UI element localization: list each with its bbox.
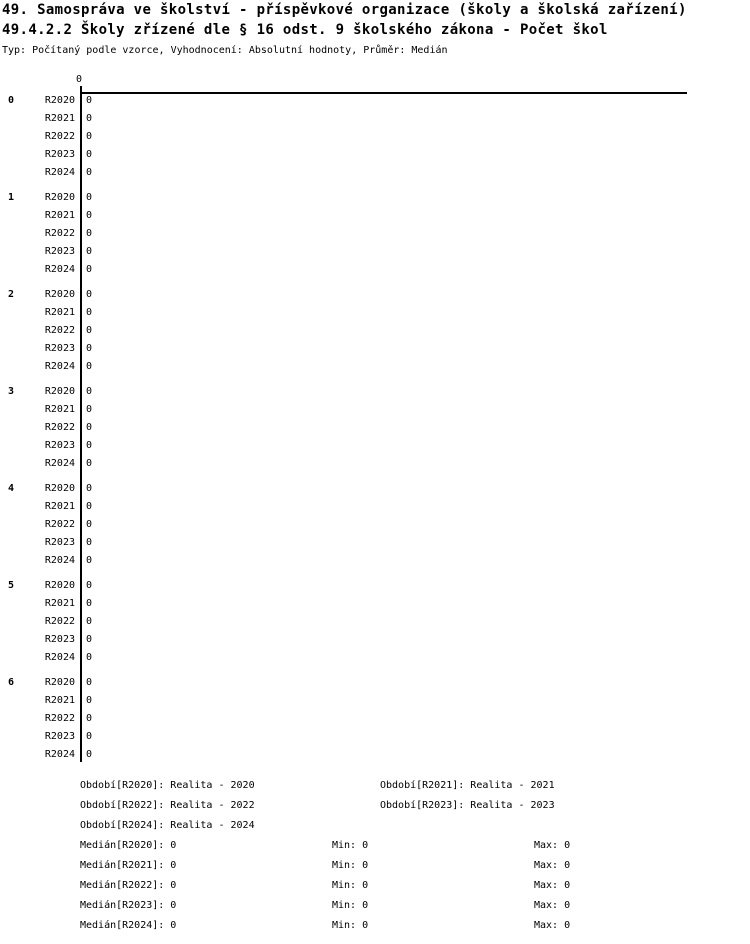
bar-row	[0, 692, 750, 710]
report-subtitle: Typ: Počítaný podle vzorce, Vyhodnocení: Absolutní hodnoty, Průměr: Medián	[2, 45, 448, 56]
min-label: Min:	[332, 900, 357, 911]
bar-value-label: 0	[86, 131, 93, 142]
bar-group	[0, 189, 750, 279]
series-label: R2024	[44, 264, 75, 275]
series-label: R2024	[44, 167, 75, 178]
median-value: 0	[170, 880, 177, 891]
stat-row	[80, 896, 570, 916]
bar-group	[0, 480, 750, 570]
bar-value-label: 0	[86, 343, 93, 354]
bar-row	[0, 128, 750, 146]
max-cell	[534, 876, 570, 896]
bar-value-label: 0	[86, 501, 93, 512]
legend-label: Období[R2024]:	[80, 820, 165, 831]
bar-row	[0, 437, 750, 455]
group-label: 1	[8, 192, 15, 203]
bar-value-label: 0	[86, 634, 93, 645]
bar-row	[0, 728, 750, 746]
bar-row	[0, 534, 750, 552]
median-cell	[80, 916, 332, 936]
bar-value-label: 0	[86, 192, 93, 203]
series-label: R2024	[44, 652, 75, 663]
bar-row	[0, 746, 750, 764]
stat-row	[80, 876, 570, 896]
bar-value-label: 0	[86, 440, 93, 451]
bar-value-label: 0	[86, 713, 93, 724]
max-label: Max:	[534, 880, 559, 891]
max-value: 0	[564, 860, 571, 871]
max-value: 0	[564, 920, 571, 931]
max-label: Max:	[534, 840, 559, 851]
median-label: Medián[R2022]:	[80, 880, 165, 891]
series-label: R2021	[44, 501, 75, 512]
min-cell	[332, 836, 534, 856]
legend-label: Období[R2021]:	[380, 780, 465, 791]
legend-item	[80, 776, 380, 796]
median-cell	[80, 856, 332, 876]
series-label: R2023	[44, 731, 75, 742]
max-label: Max:	[534, 860, 559, 871]
bar-row	[0, 383, 750, 401]
bar-value-label: 0	[86, 210, 93, 221]
legend-value: Realita - 2021	[470, 780, 555, 791]
value-axis-tick-label: 0	[75, 74, 83, 85]
median-cell	[80, 876, 332, 896]
bar-row	[0, 419, 750, 437]
bar-row	[0, 243, 750, 261]
max-label: Max:	[534, 900, 559, 911]
series-label: R2024	[44, 361, 75, 372]
bar-row	[0, 710, 750, 728]
report-title-line1: 49. Samospráva ve školství - příspěvkové organizace (školy a školská zařízení)	[2, 2, 687, 18]
bar-value-label: 0	[86, 95, 93, 106]
min-value: 0	[362, 920, 369, 931]
series-label: R2024	[44, 458, 75, 469]
series-label: R2021	[44, 404, 75, 415]
min-label: Min:	[332, 920, 357, 931]
bar-value-label: 0	[86, 113, 93, 124]
bar-row	[0, 552, 750, 570]
bar-value-label: 0	[86, 289, 93, 300]
legend-item	[80, 796, 380, 816]
bar-group	[0, 286, 750, 376]
series-label: R2024	[44, 555, 75, 566]
max-cell	[534, 896, 570, 916]
median-label: Medián[R2021]:	[80, 860, 165, 871]
series-label: R2022	[44, 325, 75, 336]
chart-rows	[0, 92, 750, 764]
min-value: 0	[362, 900, 369, 911]
bar-row	[0, 146, 750, 164]
legend-item	[380, 796, 555, 816]
bar-value-label: 0	[86, 422, 93, 433]
bar-row	[0, 110, 750, 128]
legend-label: Období[R2022]:	[80, 800, 165, 811]
min-label: Min:	[332, 840, 357, 851]
median-value: 0	[170, 900, 177, 911]
report-title-line2: 49.4.2.2 Školy zřízené dle § 16 odst. 9 školského zákona - Počet škol	[2, 22, 608, 38]
min-cell	[332, 896, 534, 916]
bar-value-label: 0	[86, 731, 93, 742]
series-label: R2020	[44, 580, 75, 591]
series-label: R2021	[44, 307, 75, 318]
series-label: R2020	[44, 192, 75, 203]
stats-block	[80, 836, 570, 936]
series-label: R2023	[44, 246, 75, 257]
bar-value-label: 0	[86, 483, 93, 494]
bar-row	[0, 286, 750, 304]
max-label: Max:	[534, 920, 559, 931]
series-label: R2023	[44, 634, 75, 645]
bar-row	[0, 613, 750, 631]
group-label: 0	[8, 95, 15, 106]
bar-value-label: 0	[86, 677, 93, 688]
bar-row	[0, 401, 750, 419]
max-cell	[534, 856, 570, 876]
series-label: R2020	[44, 289, 75, 300]
series-label: R2022	[44, 616, 75, 627]
median-value: 0	[170, 920, 177, 931]
stat-row	[80, 836, 570, 856]
bar-row	[0, 189, 750, 207]
series-label: R2022	[44, 519, 75, 530]
series-label: R2023	[44, 440, 75, 451]
max-value: 0	[564, 900, 571, 911]
series-label: R2021	[44, 598, 75, 609]
bar-value-label: 0	[86, 264, 93, 275]
legend-value: Realita - 2020	[170, 780, 255, 791]
group-label: 2	[8, 289, 15, 300]
group-label: 5	[8, 580, 15, 591]
bar-row	[0, 358, 750, 376]
series-label: R2023	[44, 537, 75, 548]
legend-label: Období[R2020]:	[80, 780, 165, 791]
bar-row	[0, 649, 750, 667]
min-cell	[332, 916, 534, 936]
bar-row	[0, 92, 750, 110]
series-label: R2023	[44, 149, 75, 160]
max-value: 0	[564, 840, 571, 851]
bar-row	[0, 674, 750, 692]
legend-value: Realita - 2023	[470, 800, 555, 811]
bar-row	[0, 595, 750, 613]
max-cell	[534, 836, 570, 856]
bar-value-label: 0	[86, 519, 93, 530]
series-label: R2023	[44, 343, 75, 354]
bar-row	[0, 516, 750, 534]
min-value: 0	[362, 880, 369, 891]
bar-value-label: 0	[86, 537, 93, 548]
series-label: R2022	[44, 713, 75, 724]
median-value: 0	[170, 860, 177, 871]
legend-value: Realita - 2024	[170, 820, 255, 831]
bar-value-label: 0	[86, 404, 93, 415]
min-value: 0	[362, 860, 369, 871]
bar-group	[0, 577, 750, 667]
bar-row	[0, 207, 750, 225]
bar-row	[0, 455, 750, 473]
median-cell	[80, 836, 332, 856]
bar-value-label: 0	[86, 695, 93, 706]
bar-row	[0, 322, 750, 340]
bar-row	[0, 304, 750, 322]
group-label: 6	[8, 677, 15, 688]
legend-item	[380, 776, 555, 796]
bar-row	[0, 261, 750, 279]
median-cell	[80, 896, 332, 916]
bar-row	[0, 498, 750, 516]
min-label: Min:	[332, 880, 357, 891]
bar-value-label: 0	[86, 555, 93, 566]
bar-row	[0, 631, 750, 649]
stat-row	[80, 856, 570, 876]
min-cell	[332, 876, 534, 896]
min-label: Min:	[332, 860, 357, 871]
bar-value-label: 0	[86, 458, 93, 469]
median-label: Medián[R2020]:	[80, 840, 165, 851]
bar-value-label: 0	[86, 749, 93, 760]
series-label: R2020	[44, 95, 75, 106]
bar-group	[0, 383, 750, 473]
bar-value-label: 0	[86, 580, 93, 591]
bar-value-label: 0	[86, 361, 93, 372]
bar-row	[0, 480, 750, 498]
group-label: 4	[8, 483, 15, 494]
bar-row	[0, 164, 750, 182]
bar-row	[0, 225, 750, 243]
stat-row	[80, 916, 570, 936]
bar-value-label: 0	[86, 598, 93, 609]
legend-value: Realita - 2022	[170, 800, 255, 811]
series-label: R2020	[44, 677, 75, 688]
median-label: Medián[R2024]:	[80, 920, 165, 931]
series-label: R2022	[44, 228, 75, 239]
bar-value-label: 0	[86, 386, 93, 397]
series-label: R2020	[44, 386, 75, 397]
series-label: R2021	[44, 695, 75, 706]
bar-group	[0, 674, 750, 764]
series-label: R2021	[44, 113, 75, 124]
group-label: 3	[8, 386, 15, 397]
median-value: 0	[170, 840, 177, 851]
max-value: 0	[564, 880, 571, 891]
bar-value-label: 0	[86, 616, 93, 627]
series-label: R2022	[44, 131, 75, 142]
bar-value-label: 0	[86, 149, 93, 160]
legend-item	[80, 816, 380, 836]
bar-value-label: 0	[86, 228, 93, 239]
series-label: R2021	[44, 210, 75, 221]
bar-value-label: 0	[86, 307, 93, 318]
series-label: R2022	[44, 422, 75, 433]
bar-value-label: 0	[86, 325, 93, 336]
legend-label: Období[R2023]:	[380, 800, 465, 811]
series-label: R2024	[44, 749, 75, 760]
bar-row	[0, 577, 750, 595]
min-cell	[332, 856, 534, 876]
legend	[80, 776, 555, 836]
bar-value-label: 0	[86, 652, 93, 663]
max-cell	[534, 916, 570, 936]
series-label: R2020	[44, 483, 75, 494]
bar-value-label: 0	[86, 246, 93, 257]
bar-group	[0, 92, 750, 182]
bar-row	[0, 340, 750, 358]
median-label: Medián[R2023]:	[80, 900, 165, 911]
bar-value-label: 0	[86, 167, 93, 178]
min-value: 0	[362, 840, 369, 851]
